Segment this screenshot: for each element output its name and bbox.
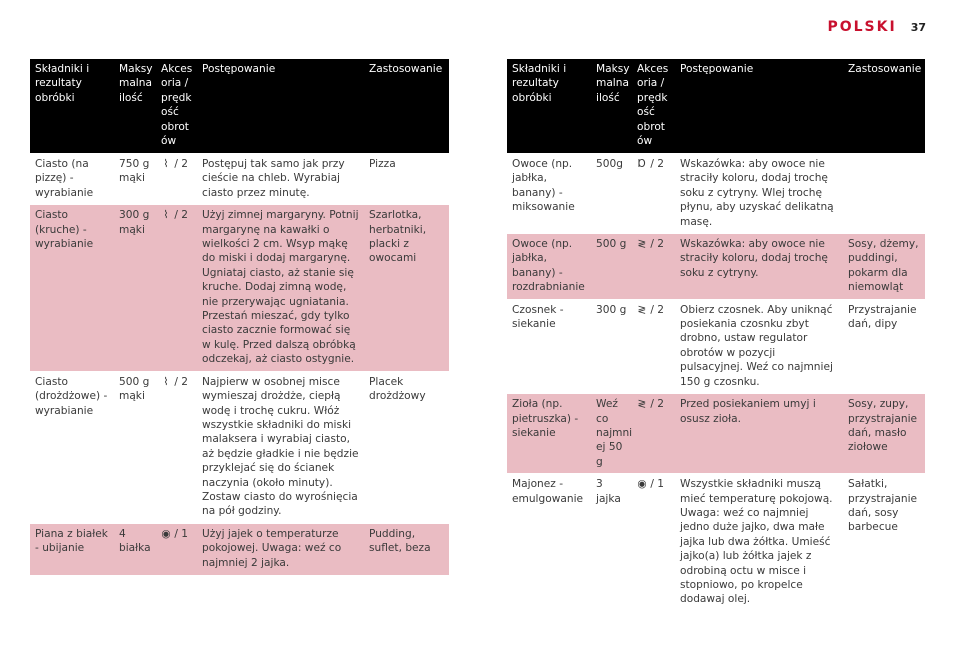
col-accessory-header: Akces oria / prędk ość obrot ów — [156, 59, 197, 154]
right-processing-table — [507, 59, 925, 612]
table-row — [507, 154, 925, 234]
accessory-speed-cell — [632, 394, 675, 474]
table-row — [30, 371, 449, 523]
max-cell: 500 g — [591, 234, 632, 300]
speed-value: / 2 — [174, 375, 189, 388]
procedure-cell: Najpierw w osobnej misce wymieszaj drożdże, ciepłą wodę i trochę cukru. Włóż wszystkie składniki do miski malaksera i wyrabiaj ciasto, aż będzie gładkie i nie będzie przyklejać się do ścianek naczynia (około minuty). Zostaw ciasto do wyrośnięcia na pół godziny. — [197, 371, 364, 523]
max-cell: 3 jajka — [591, 474, 632, 612]
col-procedure-header: Postępowanie — [197, 59, 364, 154]
ingredient-cell: Ciasto (na pizzę) - wyrabianie — [30, 154, 114, 205]
dough-hook-icon: ⌇ — [163, 209, 169, 222]
col-ingredients-header: Składniki i rezultaty obróbki — [507, 59, 591, 154]
page-header — [827, 19, 926, 35]
speed-value: / 2 — [650, 303, 665, 316]
col-usage-header: Zastosowanie — [843, 59, 925, 154]
ingredient-cell: Piana z białek - ubijanie — [30, 523, 114, 575]
ingredient-cell: Owoce (np. jabłka, banany) - rozdrabnianie — [507, 234, 591, 300]
procedure-cell: Wskazówka: aby owoce nie straciły koloru, dodaj trochę soku z cytryny. — [675, 234, 843, 300]
speed-value: / 2 — [650, 238, 665, 251]
table-header-row — [507, 59, 925, 154]
usage-cell: Szarlotka, herbatniki, placki z owocami — [364, 205, 449, 371]
usage-cell — [843, 154, 925, 234]
table-header-row — [30, 59, 449, 154]
ingredient-cell: Czosnek - siekanie — [507, 299, 591, 393]
language-label: POLSKI — [827, 19, 897, 35]
table-row — [507, 394, 925, 474]
col-ingredients-header: Składniki i rezultaty obróbki — [30, 59, 114, 154]
procedure-cell: Wszystkie składniki muszą mieć temperaturę pokojową. Uwaga: weź co najmniej jedno duże jajko, dwa małe jajka lub dwa żółtka. Umieść jajko(a) lub żółtka jajek z odrobiną octu w misce i stopniowo, po kropelce dodawaj olej. — [675, 474, 843, 612]
blade-icon: ≷ — [637, 238, 647, 251]
dough-hook-icon: ⌇ — [163, 375, 169, 388]
whisk-disc-icon: ◉ — [637, 478, 647, 491]
col-max-header: Maksy malna ilość — [114, 59, 156, 154]
accessory-speed-cell — [632, 234, 675, 300]
max-cell: 300 g mąki — [114, 205, 156, 371]
col-procedure-header: Postępowanie — [675, 59, 843, 154]
usage-cell: Pizza — [364, 154, 449, 205]
speed-value: / 2 — [650, 398, 665, 411]
usage-cell: Sałatki, przystrajanie dań, sosy barbecue — [843, 474, 925, 612]
left-processing-table — [30, 59, 449, 576]
usage-cell: Placek drożdżowy — [364, 371, 449, 523]
max-cell: 300 g — [591, 299, 632, 393]
max-cell: Weź co najmni ej 50 g — [591, 394, 632, 474]
accessory-speed-cell — [156, 154, 197, 205]
speed-value: / 2 — [174, 209, 189, 222]
usage-cell: Sosy, dżemy, puddingi, pokarm dla niemowląt — [843, 234, 925, 300]
usage-cell: Sosy, zupy, przystrajanie dań, masło ziołowe — [843, 394, 925, 474]
accessory-speed-cell — [156, 205, 197, 371]
speed-value: / 2 — [174, 158, 189, 170]
procedure-cell: Postępuj tak samo jak przy cieście na chleb. Wyrabiaj ciasto przez minutę. — [197, 154, 364, 205]
ingredient-cell: Zioła (np. pietruszka) - siekanie — [507, 394, 591, 474]
table-row — [30, 154, 449, 205]
col-usage-header: Zastosowanie — [364, 59, 449, 154]
ingredient-cell: Majonez - emulgowanie — [507, 474, 591, 612]
procedure-cell: Przed posiekaniem umyj i osusz zioła. — [675, 394, 843, 474]
max-cell: 750 g mąki — [114, 154, 156, 205]
table-row — [30, 523, 449, 575]
speed-value: / 1 — [174, 527, 189, 540]
table-row — [507, 299, 925, 393]
speed-value: / 2 — [650, 158, 665, 170]
accessory-speed-cell — [156, 523, 197, 575]
whisk-disc-icon: ◉ — [161, 527, 171, 540]
col-max-header: Maksy malna ilość — [591, 59, 632, 154]
accessory-speed-cell — [632, 474, 675, 612]
accessory-speed-cell — [632, 154, 675, 234]
procedure-cell: Wskazówka: aby owoce nie straciły koloru, dodaj trochę soku z cytryny. Wlej trochę płynu, aby uzyskać delikatną masę. — [675, 154, 843, 234]
table-row — [507, 234, 925, 300]
blade-icon: ≷ — [637, 303, 647, 316]
procedure-cell: Użyj jajek o temperaturze pokojowej. Uwaga: weź co najmniej 2 jajka. — [197, 523, 364, 575]
table-row — [507, 474, 925, 612]
table-row — [30, 205, 449, 371]
speed-value: / 1 — [650, 478, 665, 491]
usage-cell: Pudding, suflet, beza — [364, 523, 449, 575]
ingredient-cell: Ciasto (kruche) - wyrabianie — [30, 205, 114, 371]
col-accessory-header: Akces oria / prędk ość obrot ów — [632, 59, 675, 154]
max-cell: 500g — [591, 154, 632, 234]
blade-icon: ≷ — [637, 398, 647, 411]
dough-hook-icon: ⌇ — [163, 158, 169, 170]
max-cell: 4 białka — [114, 523, 156, 575]
procedure-cell: Obierz czosnek. Aby uniknąć posiekania czosnku zbyt drobno, ustaw regulator obrotów w pozycji pulsacyjnej. Weź co najmniej 150 g czosnku. — [675, 299, 843, 393]
usage-cell: Przystrajanie dań, dipy — [843, 299, 925, 393]
ingredient-cell: Ciasto (drożdżowe) - wyrabianie — [30, 371, 114, 523]
page-number: 37 — [910, 20, 926, 34]
mixing-tool-icon: Ɒ — [637, 158, 647, 170]
ingredient-cell: Owoce (np. jabłka, banany) - miksowanie — [507, 154, 591, 234]
accessory-speed-cell — [632, 299, 675, 393]
max-cell: 500 g mąki — [114, 371, 156, 523]
accessory-speed-cell — [156, 371, 197, 523]
procedure-cell: Użyj zimnej margaryny. Potnij margarynę na kawałki o wielkości 2 cm. Wsyp mąkę do miski i dodaj margarynę. Ugniataj ciasto, aż stanie się kruche. Dodaj zimną wodę, nie przerywając ugniatania. Przestań mieszać, gdy tylko ciasto zacznie formować się w kulę. Przed dalszą obróbką odczekaj, aż ciasto ostygnie. — [197, 205, 364, 371]
